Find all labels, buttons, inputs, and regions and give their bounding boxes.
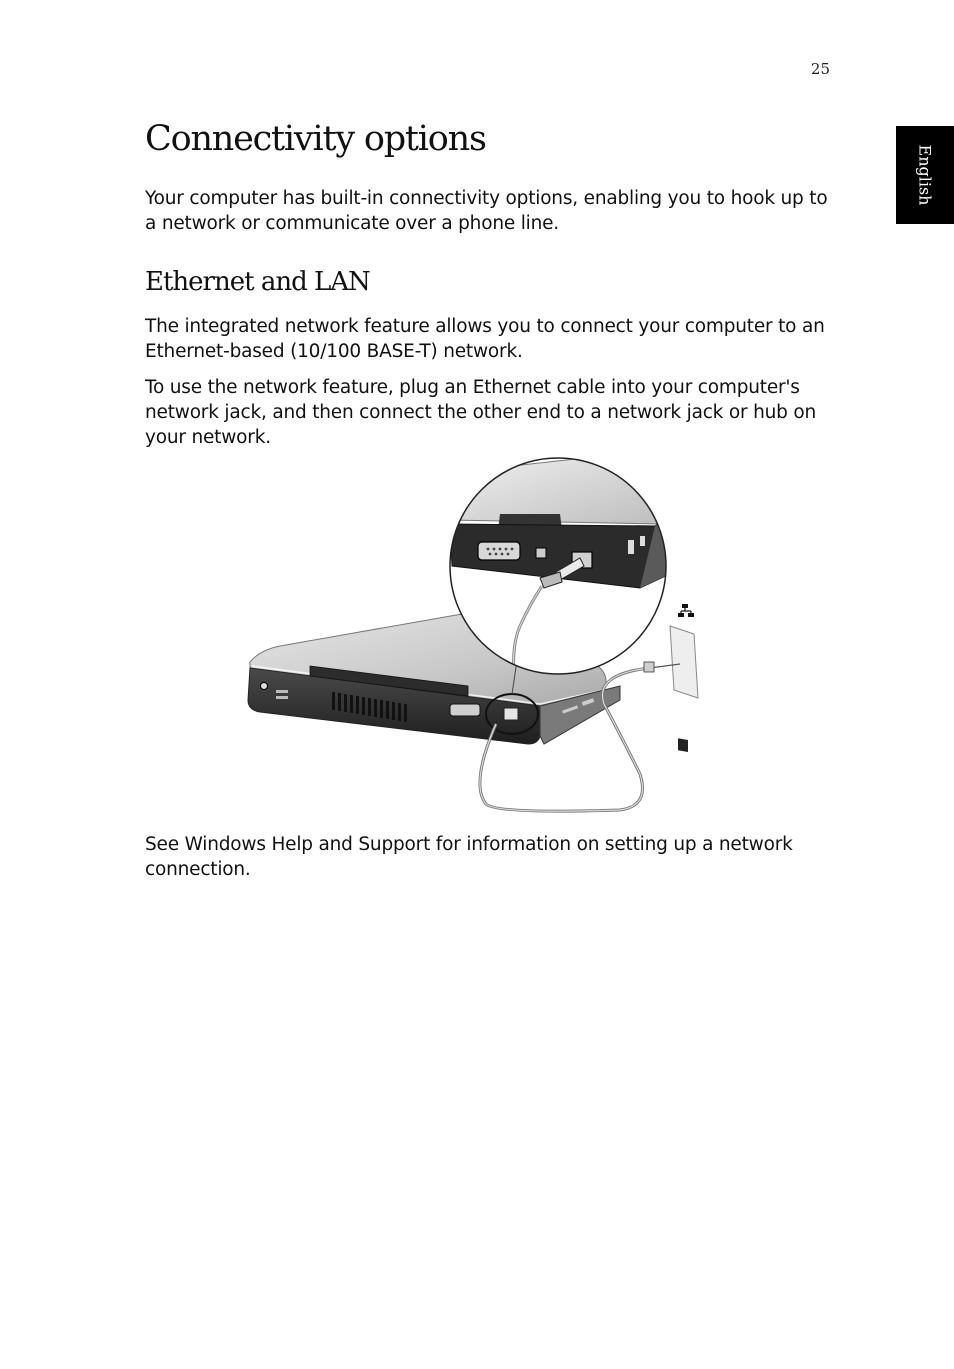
language-tab: [896, 126, 954, 224]
laptop-ethernet-illustration: [200, 454, 720, 816]
intro-paragraph: Your computer has built-in connectivity options, enabling you to hook up to a network or communicate over a phone line.: [145, 188, 828, 234]
help-paragraph: See Windows Help and Support for information on setting up a network connection.: [145, 834, 793, 880]
ethernet-paragraph-2: To use the network feature, plug an Ethernet cable into your computer's network jack, and then connect the other end to a network jack or hub on your network.: [145, 377, 816, 448]
language-tab-label: English: [915, 144, 935, 206]
network-icon: [678, 604, 694, 617]
ethernet-plug: [504, 708, 518, 720]
after-figure-content: [145, 832, 835, 893]
page-number: 25: [810, 60, 830, 78]
section-title: Connectivity options: [145, 119, 486, 159]
wall-jack: [644, 626, 698, 752]
subsection-title: Ethernet and LAN: [145, 267, 370, 297]
ethernet-paragraph-1: The integrated network feature allows you to connect your computer to an Ethernet-based (10/100 BASE-T) network.: [145, 316, 825, 362]
main-content: [145, 112, 835, 461]
laptop-ethernet-svg: [200, 454, 720, 816]
